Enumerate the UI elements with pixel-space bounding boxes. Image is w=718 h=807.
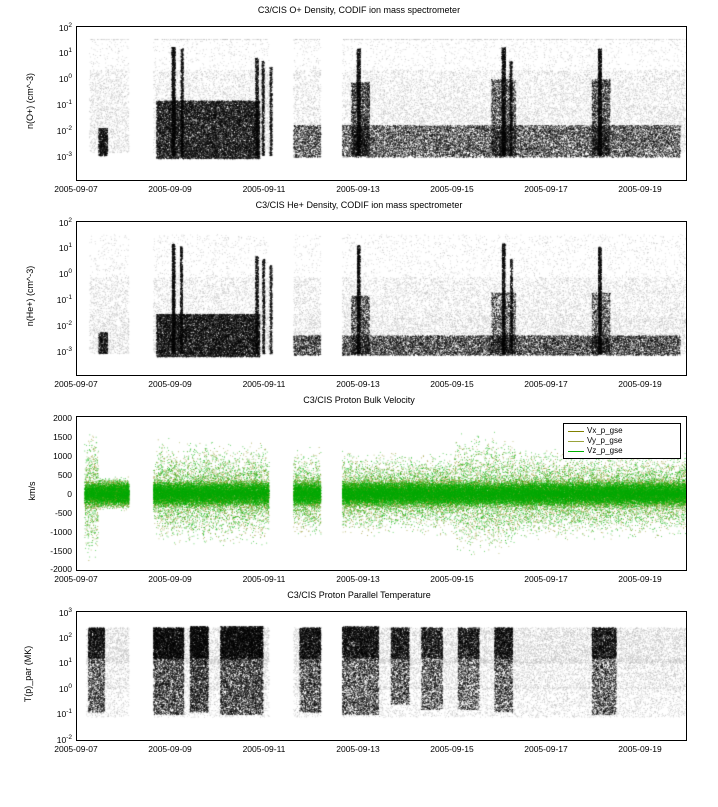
y-tick-t-1e2: $10^2$ xyxy=(58,632,72,643)
x-tick-t-5: 2005-09-17 xyxy=(524,744,568,754)
y-axis-label-proton-parallel-temperature: T(p)_par (MK) xyxy=(23,645,33,703)
panel-proton-parallel-temperature xyxy=(0,585,718,800)
plot-title-proton-bulk-velocity: C3/CIS Proton Bulk Velocity xyxy=(303,395,415,405)
plot-title-proton-parallel-temperature: C3/CIS Proton Parallel Temperature xyxy=(287,590,431,600)
y-tick-o-1e0: $10^0$ xyxy=(58,73,72,84)
panel-o-plus-density xyxy=(0,0,718,200)
legend-proton-bulk-velocity xyxy=(563,423,681,459)
y-tick-t-1e0: $10^0$ xyxy=(58,683,72,694)
y-tick-v-m1500: -1500 xyxy=(50,546,72,556)
y-tick-o-1e1: $10^1$ xyxy=(58,47,72,58)
y-tick-o-1em3: $10^{-3}$ xyxy=(56,151,72,162)
y-tick-v-m1000: -1000 xyxy=(50,527,72,537)
x-tick-o-1: 2005-09-09 xyxy=(148,184,192,194)
y-tick-v-2000: 2000 xyxy=(53,413,72,423)
plot-title-o-plus-density: C3/CIS O+ Density, CODIF ion mass spectrometer xyxy=(257,5,461,15)
y-axis-label-o-plus-density: n(O+) (cm^-3) xyxy=(25,73,35,129)
y-tick-t-1e1: $10^1$ xyxy=(58,657,72,668)
legend-swatch-vy xyxy=(568,441,584,442)
x-tick-v-5: 2005-09-17 xyxy=(524,574,568,584)
legend-item-vx xyxy=(568,426,676,436)
x-tick-he-6: 2005-09-19 xyxy=(618,379,662,389)
y-tick-he-1em1: $10^{-1}$ xyxy=(56,294,72,305)
x-tick-t-2: 2005-09-11 xyxy=(242,744,286,754)
y-tick-v-1000: 1000 xyxy=(53,451,72,461)
y-tick-he-1e1: $10^1$ xyxy=(58,242,72,253)
x-tick-o-5: 2005-09-17 xyxy=(524,184,568,194)
y-axis-label-he-plus-density: n(He+) (cm^-3) xyxy=(25,265,35,327)
legend-label-vy: Vy_p_gse xyxy=(587,436,623,445)
legend-item-vz xyxy=(568,446,676,456)
x-tick-o-0: 2005-09-07 xyxy=(54,184,98,194)
legend-label-vz: Vz_p_gse xyxy=(587,446,623,455)
plot-title-he-plus-density: C3/CIS He+ Density, CODIF ion mass spectrometer xyxy=(255,200,463,210)
plot-frame-proton-parallel-temperature xyxy=(76,611,687,741)
y-tick-v-m500: -500 xyxy=(54,508,72,518)
y-tick-o-1em1: $10^{-1}$ xyxy=(56,99,72,110)
y-tick-he-1em3: $10^{-3}$ xyxy=(56,346,72,357)
y-tick-v-500: 500 xyxy=(57,470,72,480)
x-tick-v-1: 2005-09-09 xyxy=(148,574,192,584)
x-tick-he-0: 2005-09-07 xyxy=(54,379,98,389)
y-tick-he-1e2: $10^2$ xyxy=(58,217,72,228)
y-tick-v-0: 0 xyxy=(67,489,72,499)
legend-label-vx: Vx_p_gse xyxy=(587,426,623,435)
x-tick-t-0: 2005-09-07 xyxy=(54,744,98,754)
x-tick-o-3: 2005-09-13 xyxy=(336,184,380,194)
legend-swatch-vz xyxy=(568,451,584,452)
x-tick-he-4: 2005-09-15 xyxy=(430,379,474,389)
y-tick-o-1e2: $10^2$ xyxy=(58,22,72,33)
x-tick-v-0: 2005-09-07 xyxy=(54,574,98,584)
legend-swatch-vx xyxy=(568,431,584,432)
y-tick-he-1em2: $10^{-2}$ xyxy=(56,320,72,331)
x-tick-v-3: 2005-09-13 xyxy=(336,574,380,584)
x-tick-o-6: 2005-09-19 xyxy=(618,184,662,194)
x-tick-o-2: 2005-09-11 xyxy=(242,184,286,194)
panel-he-plus-density xyxy=(0,195,718,395)
plot-frame-o-plus-density xyxy=(76,26,687,181)
x-tick-t-1: 2005-09-09 xyxy=(148,744,192,754)
x-tick-t-6: 2005-09-19 xyxy=(618,744,662,754)
y-tick-v-1500: 1500 xyxy=(53,432,72,442)
legend-item-vy xyxy=(568,436,676,446)
y-tick-t-1e3: $10^3$ xyxy=(58,607,72,618)
x-tick-v-4: 2005-09-15 xyxy=(430,574,474,584)
x-tick-he-2: 2005-09-11 xyxy=(242,379,286,389)
x-tick-o-4: 2005-09-15 xyxy=(430,184,474,194)
panel-proton-bulk-velocity xyxy=(0,390,718,590)
plot-frame-he-plus-density xyxy=(76,221,687,376)
y-tick-t-1em1: $10^{-1}$ xyxy=(56,708,72,719)
y-tick-v-m2000: -2000 xyxy=(50,564,72,574)
x-tick-t-4: 2005-09-15 xyxy=(430,744,474,754)
y-tick-t-1em2: $10^{-2}$ xyxy=(56,734,72,745)
x-tick-v-2: 2005-09-11 xyxy=(242,574,286,584)
y-tick-o-1em2: $10^{-2}$ xyxy=(56,125,72,136)
y-tick-he-1e0: $10^0$ xyxy=(58,268,72,279)
y-axis-label-proton-bulk-velocity: km/s xyxy=(27,481,37,501)
x-tick-v-6: 2005-09-19 xyxy=(618,574,662,584)
x-tick-he-1: 2005-09-09 xyxy=(148,379,192,389)
x-tick-he-3: 2005-09-13 xyxy=(336,379,380,389)
x-tick-t-3: 2005-09-13 xyxy=(336,744,380,754)
x-tick-he-5: 2005-09-17 xyxy=(524,379,568,389)
